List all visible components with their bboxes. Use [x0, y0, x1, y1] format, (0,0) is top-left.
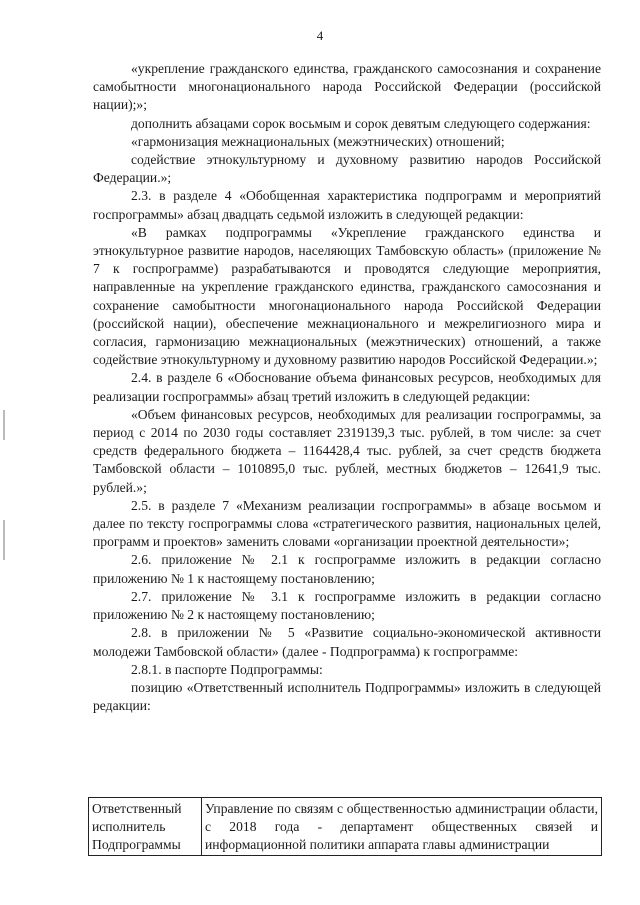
- scan-margin-mark: [3, 520, 5, 560]
- paragraph: содействие этнокультурному и духовному развитию народов Российской Федерации.»;: [93, 152, 601, 186]
- table-value-cell: Управление по связям с общественностью администрации области, с 2018 года - департамент общественных связей и информационной политики аппарата главы администрации: [202, 798, 602, 856]
- responsible-executor-table: [88, 797, 602, 856]
- paragraph: дополнить абзацами сорок восьмым и сорок девятым следующего содержания:: [131, 115, 591, 131]
- document-body: [93, 60, 601, 715]
- paragraph: 2.7. приложение № 3.1 к госпрограмме изложить в редакции согласно приложению № 2 к настоящему постановлению;: [93, 588, 601, 623]
- page-number: 4: [316, 28, 324, 43]
- paragraph: 2.8.1. в паспорте Подпрограммы:: [131, 661, 323, 677]
- paragraph: 2.5. в разделе 7 «Механизм реализации госпрограммы» в абзаце восьмом и далее по тексту госпрограммы слова «стратегического развития, национальных целей, программ и проектов» заменить словами «организации проектной деятельности»;: [93, 497, 601, 550]
- table-row: [89, 798, 602, 856]
- scan-margin-mark: [3, 410, 5, 440]
- table-label-cell: Ответственный исполнитель Подпрограммы: [89, 798, 202, 856]
- paragraph: «Объем финансовых ресурсов, необходимых для реализации госпрограммы, за период с 2014 по 2030 годы составляет 2319139,3 тыс. рублей, в том числе: за счет средств федерального бюджета – 1164428,4 тыс. рублей, за счет средств бюджета Тамбовской области – 1010895,0 тыс. рублей, местных бюджетов – 12641,9 тыс. рублей.»;: [93, 406, 601, 495]
- paragraph: 2.8. в приложении № 5 «Развитие социально-экономической активности молодежи Тамбовской области» (далее - Подпрограмма) к госпрограмме:: [93, 625, 601, 659]
- paragraph: позицию «Ответственный исполнитель Подпрограммы» изложить в следующей редакции:: [93, 679, 601, 714]
- paragraph: 2.4. в разделе 6 «Обоснование объема финансовых ресурсов, необходимых для реализации госпрограммы» абзац третий изложить в следующей редакции:: [93, 370, 601, 404]
- paragraph: «В рамках подпрограммы «Укрепление гражданского единства и этнокультурное развитие народов, населяющих Тамбовскую область» (приложение № 7 к госпрограмме) разрабатываются и проводятся следующие мероприятия, направленные на укрепление гражданского единства, гражданского самосознания и сохранение самобытности многонационального народа Российской Федерации (российской нации), обеспечение межнационального и межрелигиозного мира и согласия, гармонизацию межнациональных (межэтнических) отношений, а также содействие этнокультурному и духовному развитию народов Российской Федерации.»;: [93, 224, 601, 368]
- paragraph: 2.3. в разделе 4 «Обобщенная характеристика подпрограмм и мероприятий госпрограммы» абзац двадцать седьмой изложить в следующей редакции:: [93, 188, 601, 222]
- paragraph: 2.6. приложение № 2.1 к госпрограмме изложить в редакции согласно приложению № 1 к настоящему постановлению;: [93, 552, 601, 586]
- paragraph: «гармонизация межнациональных (межэтнических) отношений;: [131, 133, 505, 149]
- paragraph: «укрепление гражданского единства, гражданского самосознания и сохранение самобытности многонационального народа Российской Федерации (российской нации);»;: [93, 61, 601, 113]
